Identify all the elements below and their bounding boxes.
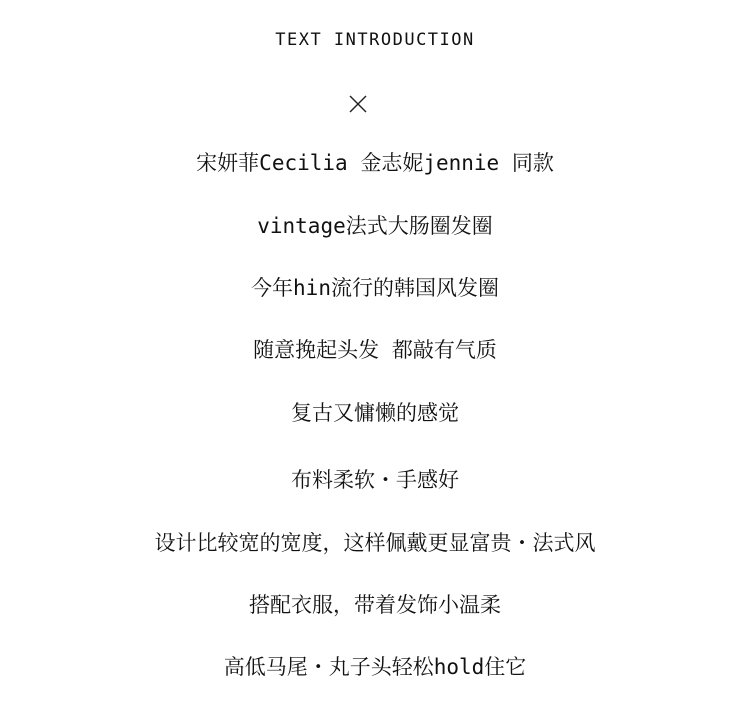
- intro-line-4: 随意挽起头发 都敲有气质: [253, 338, 497, 362]
- intro-line-5: 复古又慵懒的感觉: [291, 401, 459, 425]
- section-heading: TEXT INTRODUCTION: [275, 30, 475, 50]
- intro-line-3: 今年hin流行的韩国风发圈: [251, 276, 499, 300]
- intro-line-8: 搭配衣服，带着发饰小温柔: [249, 593, 501, 617]
- intro-line-6: 布料柔软・手感好: [291, 468, 459, 492]
- close-x-icon: [348, 94, 368, 114]
- intro-line-1: 宋妍菲Cecilia 金志妮jennie 同款: [196, 151, 554, 175]
- intro-line-7: 设计比较宽的宽度，这样佩戴更显富贵・法式风: [154, 531, 596, 555]
- intro-line-9: 高低马尾・丸子头轻松hold住它: [223, 655, 527, 679]
- intro-line-2: vintage法式大肠圈发圈: [257, 214, 493, 238]
